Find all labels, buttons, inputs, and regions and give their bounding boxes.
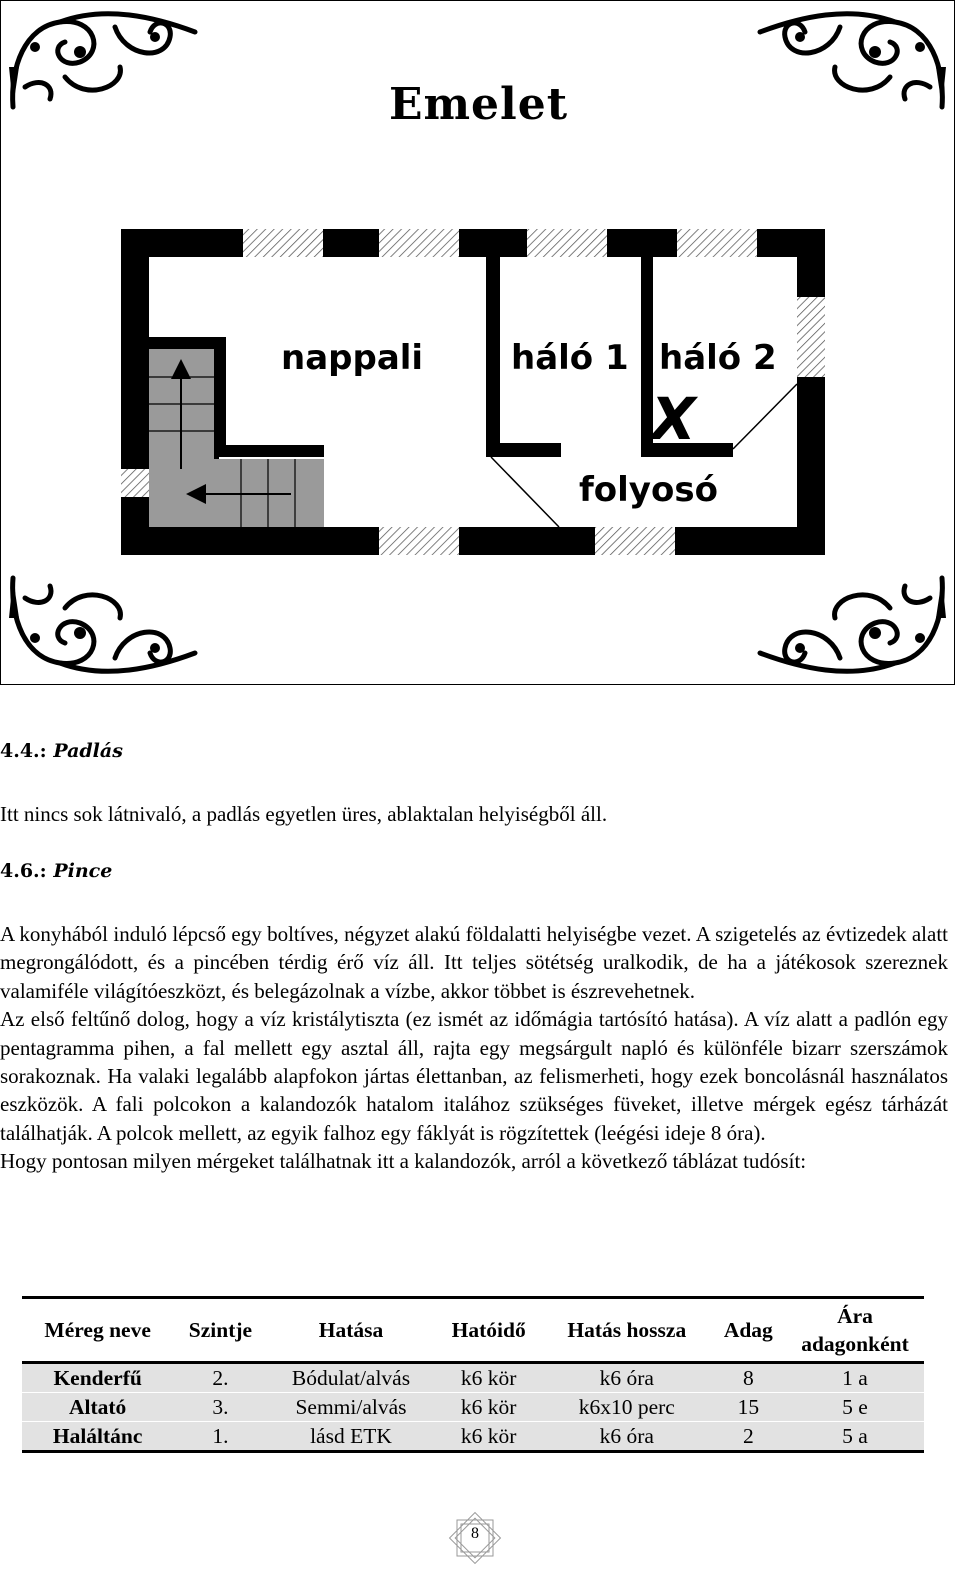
column-header: Hatása [268,1298,435,1363]
column-header: Méreg neve [22,1298,173,1363]
corner-ornament-bottom-left [5,568,205,678]
table-header-row [22,1298,924,1363]
section-name: Padlás [53,740,123,762]
column-header: Szintje [173,1298,267,1363]
table-cell: k6 kör [434,1393,543,1422]
section-heading-pince [0,860,112,882]
table-cell: 5 a [786,1422,924,1452]
column-header: Hatás hossza [543,1298,711,1363]
table-cell: Altató [22,1393,173,1422]
table-cell: 5 e [786,1393,924,1422]
table-cell: Haláltánc [22,1422,173,1452]
column-header: Hatóidő [434,1298,543,1363]
table-cell: 3. [173,1393,267,1422]
table-cell: 1. [173,1422,267,1452]
table-cell: 8 [711,1363,786,1393]
column-header: Adag [711,1298,786,1363]
section-body-padlas [0,800,948,828]
table-row [22,1393,924,1422]
table-cell: k6 óra [543,1363,711,1393]
poison-table [22,1296,924,1453]
table-cell: Kenderfű [22,1363,173,1393]
paragraph: Itt nincs sok látnivaló, a padlás egyetlen üres, ablaktalan helyiségből áll. [0,802,608,826]
paragraph: Az első feltűnő dolog, hogy a víz kristálytiszta (ez ismét az időmágia tartósító hatása). A víz alatt a padlón egy pentagramma pihen, a fal mellett egy asztal áll, rajta egy megsárgult napló és különféle bizarr szerszámok sorakoznak. Ha valaki legalább alapfokon jártas élettanban, az felismerheti, hogy ezek boncolásnál használatos eszközök. A fali polcokon a kalandozók hatalom italához szükséges füveket, illetve mérgek egész tárházát találhatják. A polcok mellett, az egyik falhoz egy fáklyát is rögzítettek (leégési ideje 8 óra). [0,1007,948,1145]
table-cell: lásd ETK [268,1422,435,1452]
table-cell: 1 a [786,1363,924,1393]
table-cell: 15 [711,1393,786,1422]
floor-plan-figure [0,0,955,685]
table-cell: Semmi/alvás [268,1393,435,1422]
corner-ornament-bottom-right [750,568,950,678]
figure-title: Emelet [388,79,569,130]
table-row [22,1363,924,1393]
room-label-folyoso: folyosó [579,470,718,510]
page-number-badge [445,1508,505,1568]
table-cell: k6 kör [434,1422,543,1452]
section-body-pince [0,920,948,1176]
table-row [22,1422,924,1452]
page-number: 8 [471,1525,479,1542]
table-cell: 2 [711,1422,786,1452]
column-header: Ára adagonként [786,1298,924,1363]
section-number: 4.6.: [0,860,47,882]
section-number: 4.4.: [0,740,47,762]
table-cell: k6x10 perc [543,1393,711,1422]
room-label-halo1: háló 1 [511,338,629,378]
section-name: Pince [53,860,113,882]
paragraph: A konyhából induló lépcső egy boltíves, négyzet alakú földalatti helyiségbe vezet. A szigetelés az évtizedek alatt megrongálódott, és a pincében térdig érő víz áll. Itt teljes sötétség uralkodik, de ha a játékosok szereznek valamiféle világítóeszközt, és belegázolnak a vízbe, akkor többet is észrevehetnek. [0,922,948,1003]
floor-plan [121,229,825,555]
section-heading-padlas [0,740,123,762]
room-mark-x: X [651,385,696,453]
room-label-nappali: nappali [281,338,424,378]
table-cell: Bódulat/alvás [268,1363,435,1393]
table-cell: k6 kör [434,1363,543,1393]
paragraph: Hogy pontosan milyen mérgeket találhatnak itt a kalandozók, arról a következő táblázat tudósít: [0,1149,807,1174]
table-cell: 2. [173,1363,267,1393]
table-cell: k6 óra [543,1422,711,1452]
room-label-halo2: háló 2 [659,338,777,378]
